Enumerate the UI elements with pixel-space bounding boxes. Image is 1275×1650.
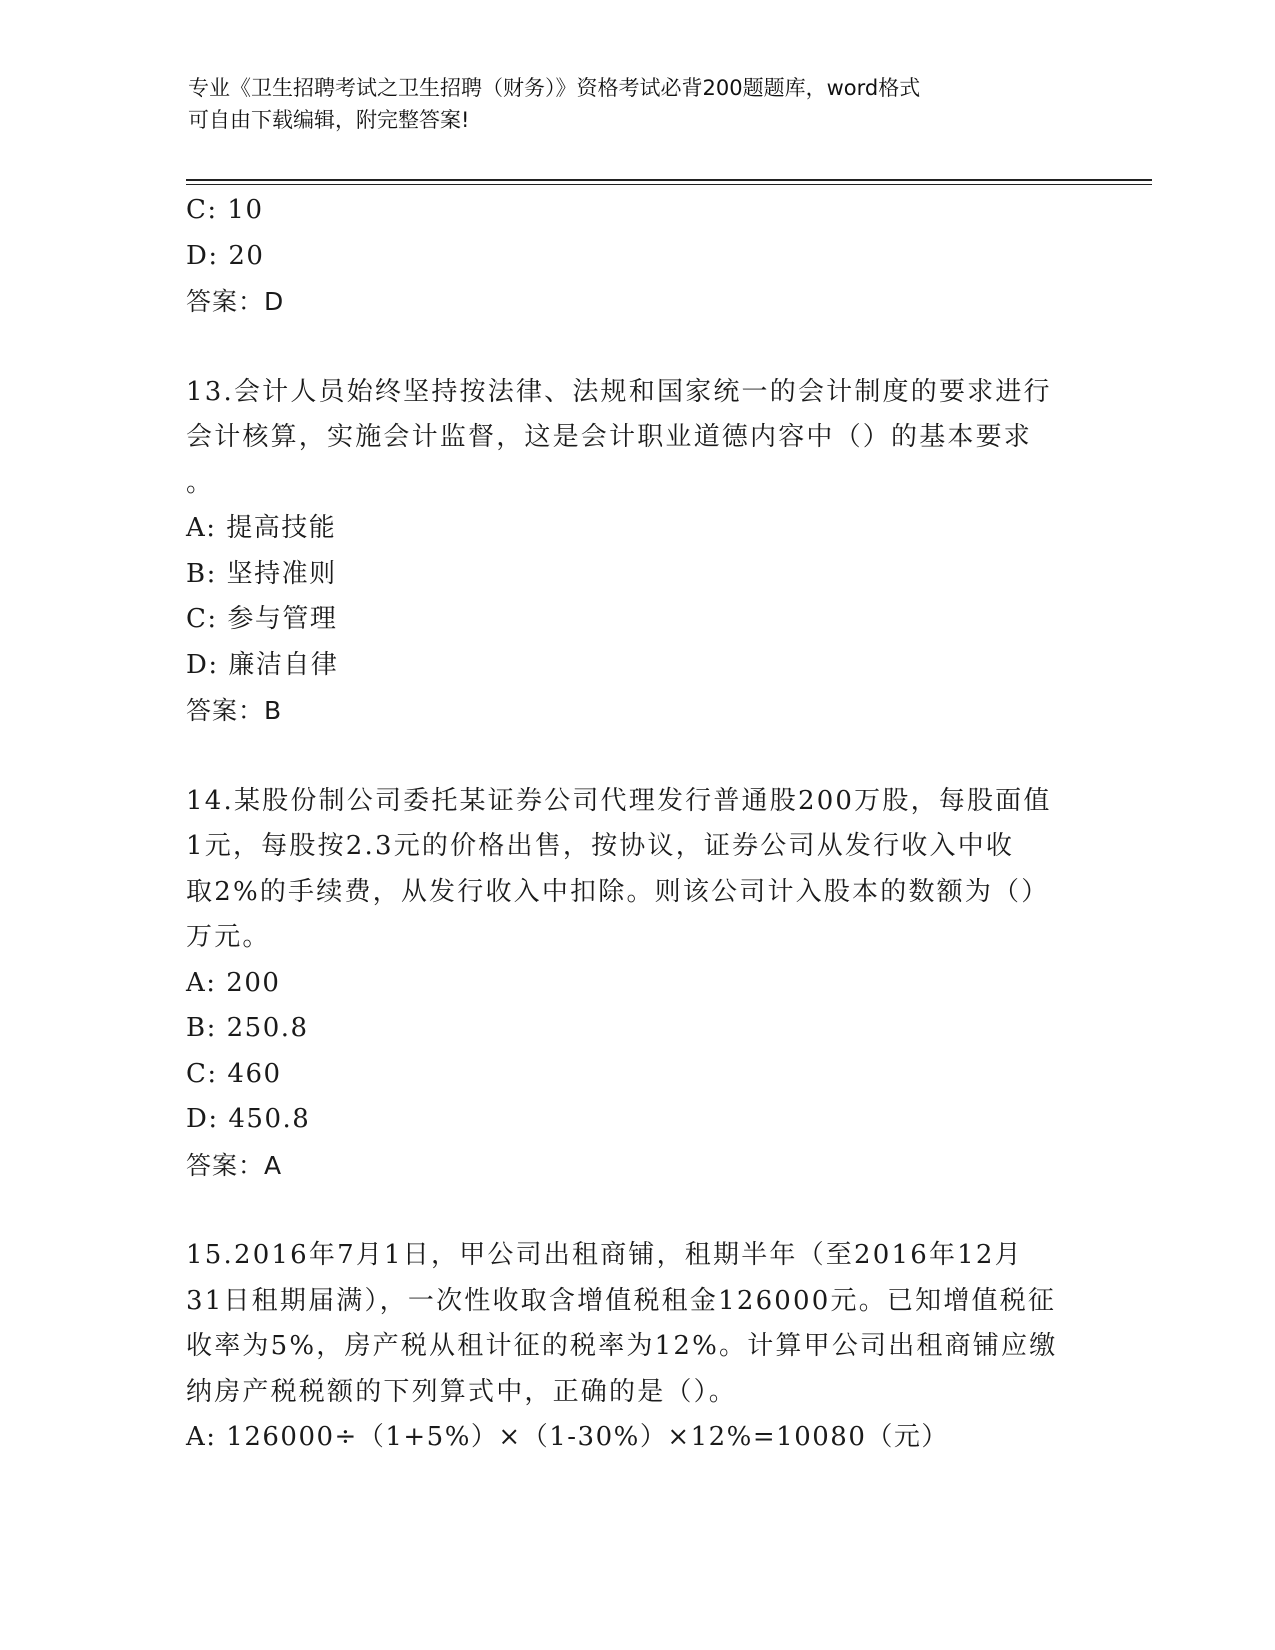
option-b: B: 坚持准则 xyxy=(186,558,337,589)
option-c: C: 10 xyxy=(186,195,264,225)
question-13 xyxy=(186,370,1086,734)
question-stem-line: 15.2016年7月1日，甲公司出租商铺，租期半年（至2016年12月 xyxy=(186,1240,1023,1270)
question-stem-line: 31日租期届满），一次性收取含增值税租金126000元。已知增值税征 xyxy=(186,1285,1057,1316)
question-stem-line: 取2%的手续费，从发行收入中扣除。则该公司计入股本的数额为（） xyxy=(186,876,1050,907)
previous-question-tail xyxy=(186,188,1086,325)
answer-line: 答案：A xyxy=(186,1150,283,1180)
question-stem-line: 收率为5%，房产税从租计征的税率为12%。计算甲公司出租商铺应缴 xyxy=(186,1331,1058,1361)
header-divider-thin xyxy=(186,184,1152,185)
header-divider-thick xyxy=(186,179,1152,181)
document-header xyxy=(188,72,1068,136)
option-a: A: 提高技能 xyxy=(186,513,337,543)
document-body xyxy=(186,188,1086,1461)
question-stem-line: 13.会计人员始终坚持按法律、法规和国家统一的会计制度的要求进行 xyxy=(186,376,1052,407)
option-b: B: 250.8 xyxy=(186,1013,309,1043)
question-14 xyxy=(186,779,1086,1189)
option-a: A: 126000÷（1+5%）×（1-30%）×12%=10080（元） xyxy=(186,1422,949,1452)
question-stem-line: 。 xyxy=(186,467,215,498)
option-d: D: 20 xyxy=(186,240,265,271)
answer-line: 答案：B xyxy=(186,696,283,725)
header-title-line-2: 可自由下载编辑，附完整答案! xyxy=(188,108,470,132)
option-d: D: 450.8 xyxy=(186,1104,311,1134)
question-stem-line: 14.某股份制公司委托某证券公司代理发行普通股200万股，每股面值 xyxy=(186,785,1052,816)
option-a: A: 200 xyxy=(186,967,281,998)
option-c: C: 460 xyxy=(186,1058,282,1089)
question-stem-line: 万元。 xyxy=(186,922,271,952)
question-15 xyxy=(186,1233,1086,1461)
header-title-line-1: 专业《卫生招聘考试之卫生招聘（财务）》资格考试必背200题题库，word格式 xyxy=(188,76,921,100)
answer-line: 答案：D xyxy=(186,287,285,316)
question-stem-line: 1元，每股按2.3元的价格出售，按协议，证券公司从发行收入中收 xyxy=(186,831,1015,861)
option-d: D: 廉洁自律 xyxy=(186,649,339,680)
question-stem-line: 纳房产税税额的下列算式中，正确的是（）。 xyxy=(186,1376,738,1407)
question-stem-line: 会计核算，实施会计监督，这是会计职业道德内容中（）的基本要求 xyxy=(186,422,1033,452)
option-c: C: 参与管理 xyxy=(186,604,338,634)
